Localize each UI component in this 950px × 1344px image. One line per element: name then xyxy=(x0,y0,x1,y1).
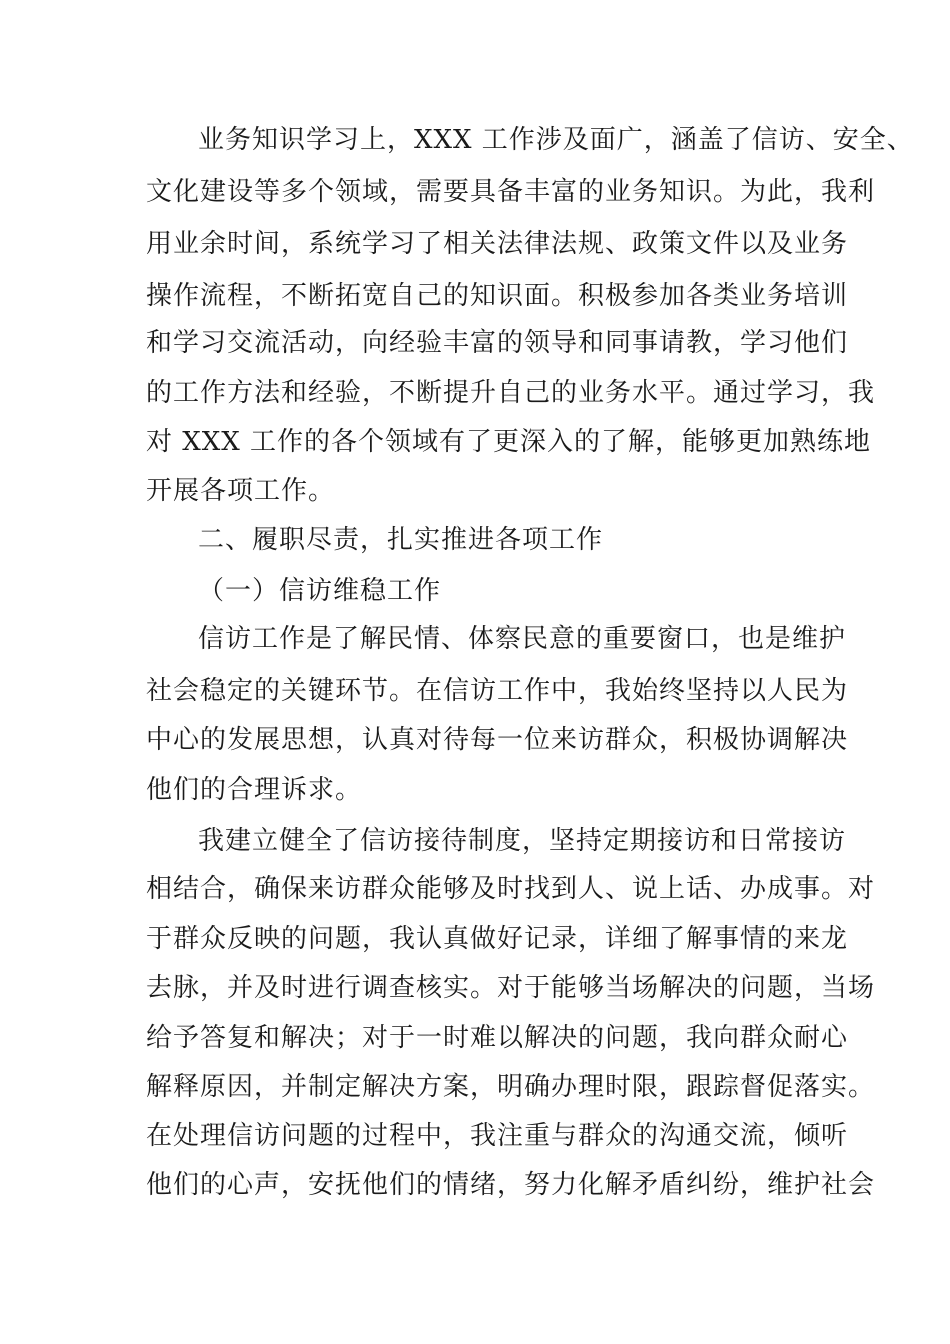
paragraph-line: 相结合，确保来访群众能够及时找到人、说上话、办成事。对 xyxy=(146,874,876,904)
paragraph-line: 他们的心声，安抚他们的情绪，努力化解矛盾纠纷，维护社会 xyxy=(146,1170,876,1200)
section-heading: 二、履职尽责，扎实推进各项工作 xyxy=(198,525,604,555)
subsection-heading: （一）信访维稳工作 xyxy=(198,576,442,606)
paragraph-line: 业务知识学习上，XXX 工作涉及面广，涵盖了信访、安全、 xyxy=(198,125,914,155)
paragraph-line: 文化建设等多个领域，需要具备丰富的业务知识。为此，我利 xyxy=(146,177,876,207)
paragraph-line: 和学习交流活动，向经验丰富的领导和同事请教，学习他们 xyxy=(146,328,849,358)
paragraph-line: 信访工作是了解民情、体察民意的重要窗口，也是维护 xyxy=(198,624,847,654)
paragraph-line: 去脉，并及时进行调查核实。对于能够当场解决的问题，当场 xyxy=(146,973,876,1003)
paragraph-line: 的工作方法和经验，不断提升自己的业务水平。通过学习，我 xyxy=(146,378,876,408)
paragraph-line: 对 XXX 工作的各个领域有了更深入的了解，能够更加熟练地 xyxy=(146,427,872,457)
paragraph-line: 中心的发展思想，认真对待每一位来访群众，积极协调解决 xyxy=(146,725,849,755)
paragraph-line: 开展各项工作。 xyxy=(146,476,336,506)
paragraph-line: 操作流程，不断拓宽自己的知识面。积极参加各类业务培训 xyxy=(146,281,849,311)
paragraph-line: 于群众反映的问题，我认真做好记录，详细了解事情的来龙 xyxy=(146,924,849,954)
paragraph-line: 给予答复和解决；对于一时难以解决的问题，我向群众耐心 xyxy=(146,1023,849,1053)
paragraph-line: 解释原因，并制定解决方案，明确办理时限，跟踪督促落实。 xyxy=(146,1072,876,1102)
paragraph-line: 在处理信访问题的过程中，我注重与群众的沟通交流，倾听 xyxy=(146,1121,849,1151)
paragraph-line: 社会稳定的关键环节。在信访工作中，我始终坚持以人民为 xyxy=(146,676,849,706)
paragraph-line: 我建立健全了信访接待制度，坚持定期接访和日常接访 xyxy=(198,826,847,856)
paragraph-line: 用业余时间，系统学习了相关法律法规、政策文件以及业务 xyxy=(146,229,849,259)
paragraph-line: 他们的合理诉求。 xyxy=(146,775,363,805)
